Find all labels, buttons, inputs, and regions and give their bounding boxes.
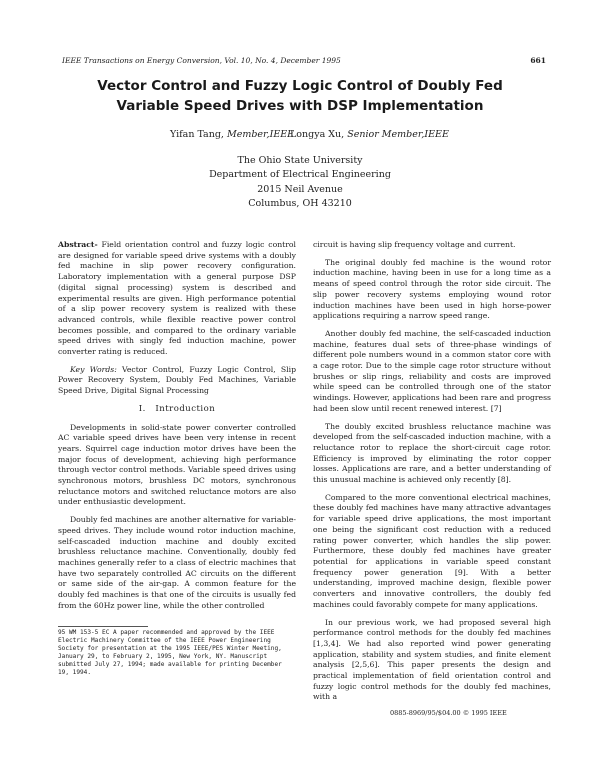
keywords [58,365,296,397]
footnote: 95 WM 153-5 EC A paper recommended and approved by the IEEE Electric Machinery Committee of the IEEE Power Engineering Society for presentation at the 1995 IEEE/PES Winter Meeting, January 29, to February 2, 1995, New York, NY. Manuscript submitted July 27, 1994; made available for printing December 19, 1994. [58,629,282,677]
abstract-text: Field orientation control and fuzzy logic control are designed for variable speed drive systems with a doubly fed machine in slip power recovery configuration. Laboratory implementation with a general purpose DSP (digital signal processing) system is described and experimental results are given. High performance potential of a slip power recovery system is realized with these advanced controls, while flexible reactive power control becomes possible, and compared to the ordinary variable speed drives with singly fed induction machine, power converter rating is reduced. [58,240,296,357]
affiliation-line-1: The Ohio State University [237,155,363,166]
title-line-2: Variable Speed Drives with DSP Implementation [116,98,484,114]
footnote-divider [58,626,148,627]
paragraph: Another doubly fed machine, the self-cascaded induction machine, features dual sets of three-phase windings of different pole numbers wound in a common stator core with a cage rotor. Due to the simple cage rotor structure without brushes or slip rings, reliability and costs are improved while speed can be controlled through one of the stator windings. However, applications had been rare and progress had been slow until recent renewed interest. [7] [313,328,551,413]
right-column [313,240,551,710]
page-number: 661 [530,56,546,65]
copyright-line: 0885-8969/95/$04.00 © 1995 IEEE [390,709,507,717]
journal-citation: IEEE Transactions on Energy Conversion, Vol. 10, No. 4, December 1995 [62,56,341,65]
running-header [62,56,546,68]
paragraph: Compared to the more conventional electrical machines, these doubly fed machines have many attractive advantages for variable speed drive applications, the most important one being the significant cost reduction with a reduced rating power converter, which handles the slip power. Furthermore, these doubly fed machines have greater potential for applications in variable speed constant frequency power generation [9]. With a better understanding, improved machine design, flexible power converters and innovative controllers, the doubly fed machines could favorably compete for many applications. [313,492,551,609]
affiliation-line-3: 2015 Neil Avenue [257,183,343,195]
paragraph: The doubly excited brushless reluctance machine was developed from the self-cascaded induction machine, with a reluctance rotor to replace the short-circuit cage rotor. Efficiency is improved by eliminating the rotor copper losses. Applications are rare, and a better understanding of this unusual machine is achieved only recently [8]. [313,421,551,485]
affiliation-line-2: Department of Electrical Engineering [209,169,391,181]
author-2-name: Longya Xu, [290,129,345,140]
affiliation-line-4: Columbus, OH 43210 [248,198,352,210]
paragraph: circuit is having slip frequency voltage and current. [313,240,516,249]
abstract-lead: Abstract- [58,240,98,249]
author-2-role: Senior Member,IEEE [347,129,449,140]
paragraph: The original doubly fed machine is the wound rotor induction machine, having been in use for a long time as a means of speed control through the rotor side circuit. The slip power recovery systems employing wound rotor induction machines have been used in high horse-power applications requiring a narrow speed range. [313,257,551,321]
author-1-role: Member,IEEE [226,129,295,140]
keywords-text: Vector Control, Fuzzy Logic Control, Slip Power Recovery System, Doubly Fed Machines, Variable Speed Drive, Digital Signal Processing [58,364,296,396]
keywords-lead: Key Words: [70,364,117,374]
section-number: I. [138,403,146,414]
left-column [58,240,296,619]
paragraph: Doubly fed machines are another alternative for variable-speed drives. They include wound rotor induction machine, self-cascaded induction machine and doubly excited brushless reluctance machine. Conventionally, doubly fed machines generally refer to a class of electric machines that have two separately controlled AC circuits on the different or same side of the air-gap. A common feature for the doubly fed machines is that one of the circuits is usually fed from the 60Hz power line, while the other controlled [58,515,296,610]
author-2 [290,129,449,140]
paragraph: In our previous work, we had proposed several high performance control methods for the doubly fed machines [1,3,4]. We had also reported wind power generating application, stability and system studies, and finite element analysis [2,5,6]. This paper presents the design and practical implementation of field orientation control and fuzzy logic control methods for the doubly fed machines, with a [313,617,551,702]
section-title: Introduction [155,403,216,414]
paragraph: Developments in solid-state power converter controlled AC variable speed drives have been very intense in recent years. Squirrel cage induction motor drives have been the major focus of development, achieving high performance through vector control methods. Variable speed drives using synchronous motors, brushless DC motors, synchronous reluctance motors and switched reluctance motors are also under enthusiastic development. [58,422,296,507]
author-list [60,129,540,143]
paper-title [60,76,540,116]
section-heading [58,404,296,415]
title-line-1: Vector Control and Fuzzy Logic Control of Doubly Fed [97,78,503,94]
abstract [58,240,296,358]
author-1 [170,129,294,140]
author-1-name: Yifan Tang, [170,129,224,140]
affiliation [60,154,540,212]
